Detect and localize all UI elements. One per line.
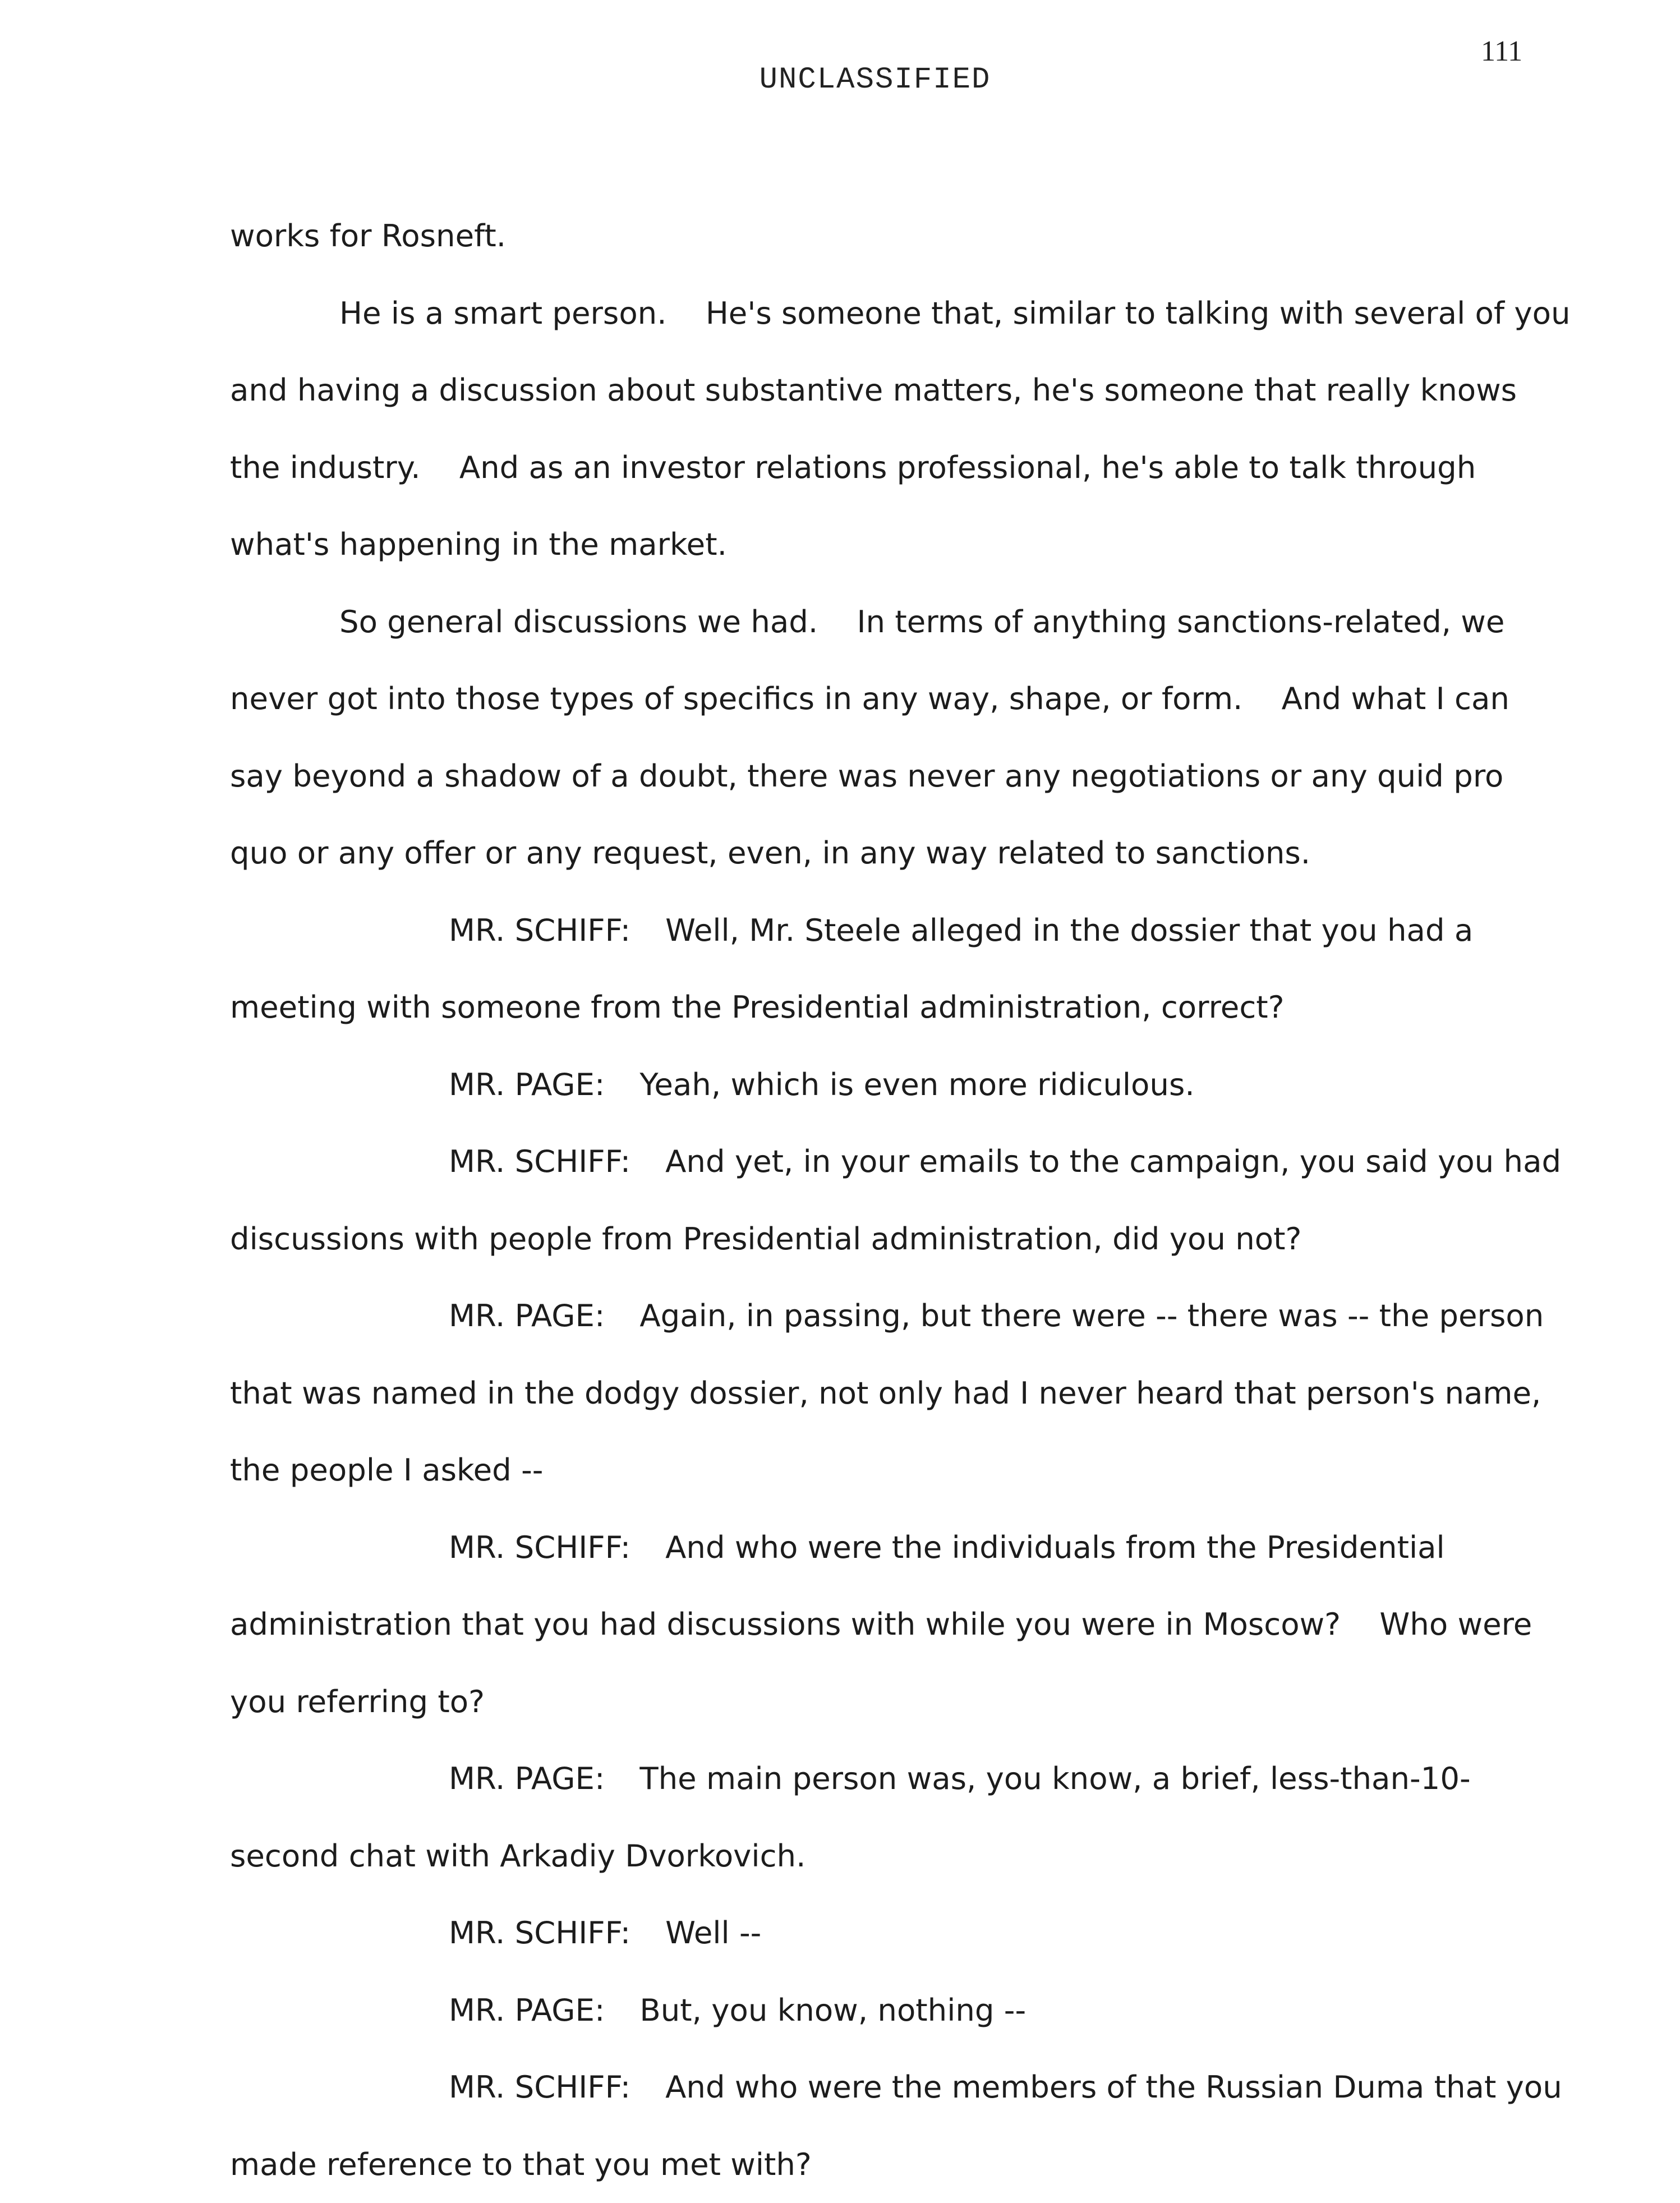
paragraph-text: And who were the individuals from the Presidential administration that you had discussions with while you were in Moscow? Who were you referring to? [230,1529,1542,1719]
paragraph-text: He is a smart person. He's someone that, similar to talking with several of you and having a discussion about substantive matters, he's someone that really knows the industry. And as an investor relations professional, he's able to talk through what's happening in the market. [230,295,1580,562]
paragraph-text: works for Rosneft. [230,218,507,254]
classification-marking: UNCLASSIFIED [759,63,991,97]
transcript-body [230,197,1580,2203]
transcript-paragraph [230,1046,1571,1124]
page-number: 111 [1481,35,1523,67]
transcript-paragraph [230,1972,1571,2049]
paragraph-text: But, you know, nothing -- [639,1992,1027,2028]
speaker-label: MR. SCHIFF: [449,1143,631,1179]
transcript-paragraph [230,583,1571,892]
paragraph-text: And who were the members of the Russian Duma that you made reference to that you met with? [230,2069,1562,2182]
paragraph-text: Well -- [665,1915,762,1951]
paragraph-text: The main person was, you know, a brief, less-than-10-second chat with Arkadiy Dvorkovich. [230,1760,1471,1874]
transcript-paragraph [230,1277,1571,1509]
transcript-paragraph [230,1894,1571,1972]
transcript-paragraph [230,1509,1571,1741]
transcript-paragraph [230,2049,1571,2203]
paragraph-text: So general discussions we had. In terms of anything sanctions-related, we never got into those types of specifics in any way, shape, or form. And what I can say beyond a shadow of a doubt, there was never any negotiations or any quid pro quo or any offer or any request, even, in any way related to sanctions. [230,603,1520,871]
transcript-paragraph [230,197,1571,275]
speaker-label: MR. SCHIFF: [449,1915,631,1951]
transcript-paragraph [230,892,1571,1046]
speaker-label: MR. SCHIFF: [449,2069,631,2105]
speaker-label: MR. PAGE: [449,1992,605,2028]
speaker-label: MR. SCHIFF: [449,912,631,948]
speaker-label: MR. PAGE: [449,1298,605,1333]
speaker-label: MR. PAGE: [449,1760,605,1796]
transcript-paragraph [230,1123,1571,1277]
speaker-label: MR. PAGE: [449,1066,605,1102]
paragraph-text: Again, in passing, but there were -- there was -- the person that was named in the dodgy dossier, not only had I never heard that person's name, the people I asked -- [230,1298,1544,1488]
paragraph-text: And yet, in your emails to the campaign, you said you had discussions with people from Presidential administration, did you not? [230,1143,1562,1257]
transcript-paragraph [230,275,1580,583]
paragraph-text: Well, Mr. Steele alleged in the dossier that you had a meeting with someone from the Presidential administration, correct? [230,912,1474,1025]
transcript-paragraph [230,1740,1571,1894]
speaker-label: MR. SCHIFF: [449,1529,631,1565]
paragraph-text: Yeah, which is even more ridiculous. [639,1066,1195,1102]
